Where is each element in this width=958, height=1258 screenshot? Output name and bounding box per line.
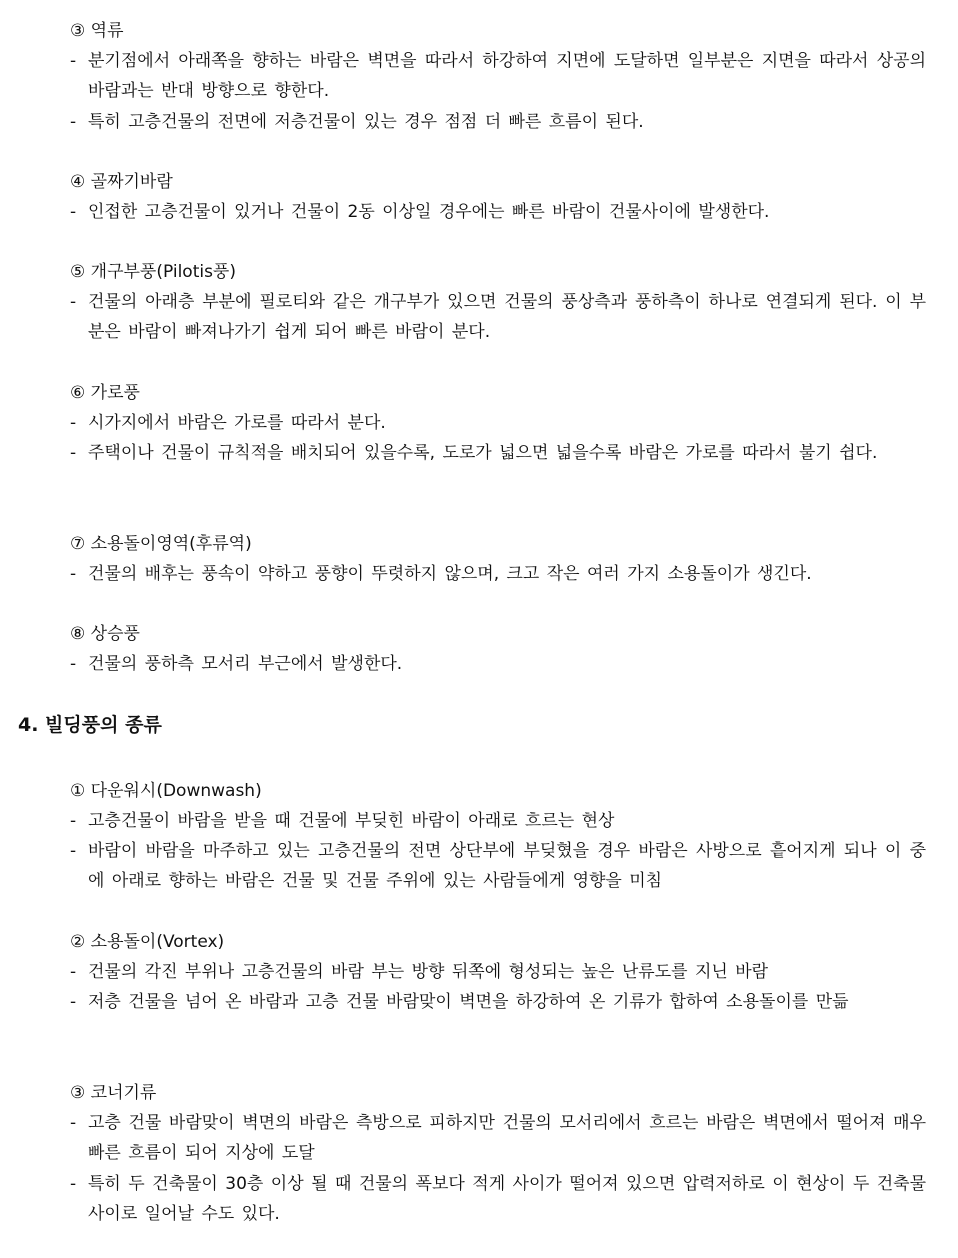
section-title-reverse-flow: ③ 역류 [70, 21, 124, 41]
section-title-valley-wind: ④ 골짜기바람 [70, 172, 173, 192]
section-title-street-wind: ⑥ 가로풍 [70, 383, 140, 403]
section-heading: 4. 빌딩풍의 종류 [18, 714, 162, 736]
bullet-text: 건물의 풍하측 모서리 부근에서 발생한다. [88, 654, 403, 674]
bullet-text: 인접한 고층건물이 있거나 건물이 2동 이상일 경우에는 빠른 바람이 건물사이에 발생한다. [88, 202, 770, 222]
bullet-text: 분기점에서 아래쪽을 향하는 바람은 벽면을 따라서 하강하여 지면에 도달하면 일부분은 지면을 따라서 상공의 바람과는 반대 방향으로 향한다. [88, 51, 926, 101]
section-title-pilotis-wind: ⑤ 개구부풍(Pilotis풍) [70, 262, 236, 282]
bullet-text: 바람이 바람을 마주하고 있는 고층건물의 전면 상단부에 부딪혔을 경우 바람은 사방으로 흩어지게 되나 이 중에 아래로 향하는 바람은 건물 및 건물 주위에 있는 사람들에게 영향을 미침 [88, 841, 926, 891]
section-title-vortex: ② 소용돌이(Vortex) [70, 932, 225, 952]
bullet-text: 건물의 배후는 풍속이 약하고 풍향이 뚜렷하지 않으며, 크고 작은 여러 가지 소용돌이가 생긴다. [88, 564, 812, 584]
bullet-text: 저층 건물을 넘어 온 바람과 고층 건물 바람맞이 벽면을 하강하여 온 기류가 합하여 소용돌이를 만듦 [88, 992, 849, 1012]
bullet-dash: - [70, 112, 77, 132]
bullet-text: 건물의 각진 부위나 고층건물의 바람 부는 방향 뒤쪽에 형성되는 높은 난류도를 지닌 바람 [88, 962, 769, 982]
bullet-dash: - [70, 202, 77, 222]
bullet-dash: - [70, 292, 77, 312]
bullet-text: 시가지에서 바람은 가로를 따라서 분다. [88, 413, 386, 433]
section-title-wake-region: ⑦ 소용돌이영역(후류역) [70, 534, 252, 554]
bullet-dash: - [70, 962, 77, 982]
section-title-updraft: ⑧ 상승풍 [70, 624, 140, 644]
bullet-dash: - [70, 413, 77, 433]
bullet-dash: - [70, 992, 77, 1012]
bullet-dash: - [70, 1113, 77, 1133]
section-title-corner-flow: ③ 코너기류 [70, 1083, 157, 1103]
bullet-dash: - [70, 564, 77, 584]
bullet-dash: - [70, 443, 77, 463]
bullet-dash: - [70, 841, 77, 861]
bullet-dash: - [70, 1174, 77, 1194]
bullet-text: 고층건물이 바람을 받을 때 건물에 부딪힌 바람이 아래로 흐르는 현상 [88, 811, 615, 831]
bullet-text: 건물의 아래층 부분에 필로티와 같은 개구부가 있으면 건물의 풍상측과 풍하측이 하나로 연결되게 된다. 이 부분은 바람이 빠져나가기 쉽게 되어 빠른 바람이 분다. [88, 292, 926, 342]
bullet-text: 특히 고층건물의 전면에 저층건물이 있는 경우 점점 더 빠른 흐름이 된다. [88, 112, 644, 132]
bullet-text: 주택이나 건물이 규칙적을 배치되어 있을수록, 도로가 넓으면 넓을수록 바람은 가로를 따라서 불기 쉽다. [88, 443, 878, 463]
bullet-dash: - [70, 811, 77, 831]
bullet-dash: - [70, 51, 77, 71]
bullet-text: 고층 건물 바람맞이 벽면의 바람은 측방으로 피하지만 건물의 모서리에서 흐르는 바람은 벽면에서 떨어져 매우 빠른 흐름이 되어 지상에 도달 [88, 1113, 926, 1163]
bullet-dash: - [70, 654, 77, 674]
section-title-downwash: ① 다운워시(Downwash) [70, 781, 262, 801]
bullet-text: 특히 두 건축물이 30층 이상 될 때 건물의 폭보다 적게 사이가 떨어져 있으면 압력저하로 이 현상이 두 건축물 사이로 일어날 수도 있다. [88, 1174, 926, 1224]
